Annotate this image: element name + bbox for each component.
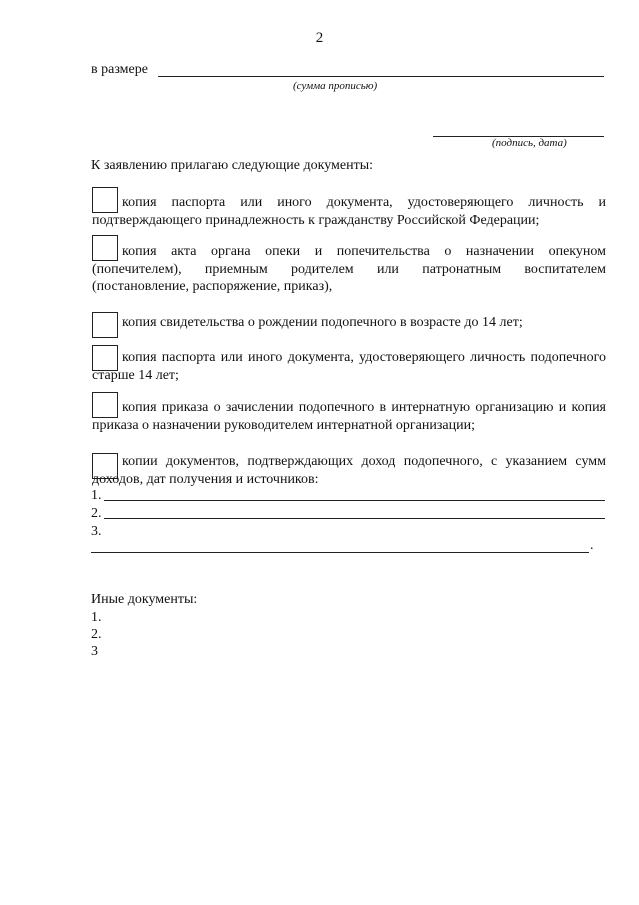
signature-field-line[interactable] bbox=[433, 122, 604, 137]
amount-label: в размере bbox=[91, 62, 148, 77]
attachments-heading: К заявлению прилагаю следующие документы: bbox=[91, 158, 374, 173]
attachment-item-income-documents bbox=[92, 453, 606, 488]
attachment-item-guardianship-act bbox=[92, 243, 606, 296]
attachment-item-text: копия паспорта или иного документа, удостоверяющего личность подопечного старше 14 лет; bbox=[92, 350, 606, 383]
other-documents-line: 2. bbox=[91, 627, 102, 642]
attachment-item-text: копии документов, подтверждающих доход подопечного, с указанием сумм доходов, дат получения и источников: bbox=[92, 454, 606, 487]
amount-field-line[interactable] bbox=[158, 62, 604, 77]
income-line-3-field[interactable] bbox=[91, 538, 589, 553]
attachment-item-passport bbox=[92, 194, 606, 229]
other-documents-line: 3 bbox=[91, 644, 98, 659]
attachment-item-birth-certificate bbox=[92, 314, 606, 332]
other-documents-line: 1. bbox=[91, 610, 102, 625]
attachment-item-text: копия свидетельства о рождении подопечного в возрасте до 14 лет; bbox=[122, 315, 523, 330]
income-line-2-field[interactable] bbox=[104, 504, 605, 519]
signature-caption: (подпись, дата) bbox=[492, 137, 567, 149]
other-documents-heading: Иные документы: bbox=[91, 592, 198, 607]
income-line-number: 2. bbox=[91, 506, 102, 521]
income-line-1-field[interactable] bbox=[104, 486, 605, 501]
attachment-item-enrollment-order bbox=[92, 399, 606, 434]
attachment-item-text: копия паспорта или иного документа, удостоверяющего личность и подтверждающего принадлежность к гражданству Российской Федерации; bbox=[92, 195, 606, 228]
attachment-item-ward-passport bbox=[92, 349, 606, 384]
attachment-item-text: копия приказа о зачислении подопечного в интернатную организацию и копия приказа о назначении руководителем интернатной организации; bbox=[92, 400, 606, 433]
amount-caption: (сумма прописью) bbox=[293, 80, 378, 92]
income-line-number: 3. bbox=[91, 524, 102, 539]
income-line-number: 1. bbox=[91, 488, 102, 503]
attachment-item-text: копия акта органа опеки и попечительства о назначении опекуном (попечителем), приемным родителем или патронатным воспитателем (постановление, распоряжение, приказ), bbox=[92, 244, 606, 294]
income-end-period: . bbox=[590, 538, 594, 553]
page-number: 2 bbox=[315, 30, 324, 46]
